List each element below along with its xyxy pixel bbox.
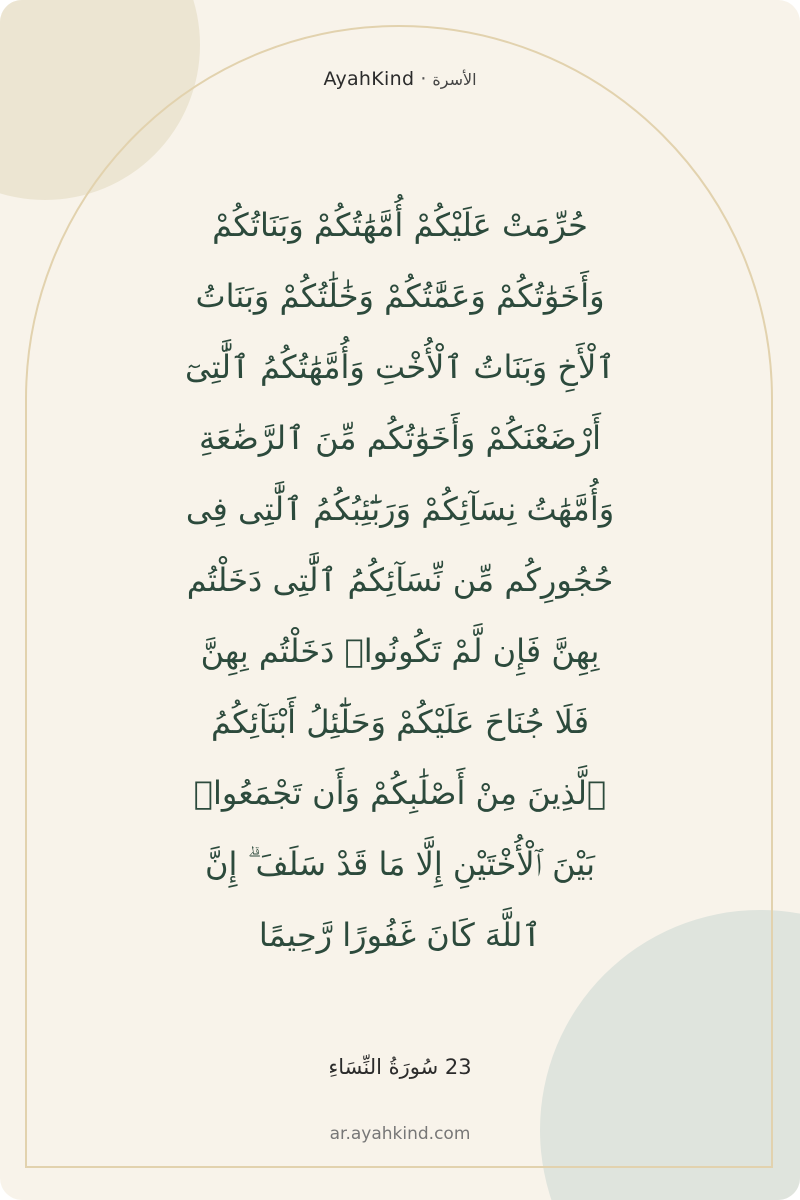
verse-line: فَلَا جُنَاحَ عَلَيْكُمْ وَحَلَٰٓئِلُ أَبْنَآئِكُمُ <box>210 703 590 741</box>
site-url: ar.ayahkind.com <box>329 1124 471 1144</box>
verse-line: أَرْضَعْنَكُمْ وَأَخَوَٰتُكُم مِّنَ ٱلرَّضَٰعَةِ <box>198 419 602 457</box>
header-separator: · <box>420 68 427 90</box>
brand-name: AyahKind <box>323 68 415 90</box>
verse-line: وَأَخَوَٰتُكُمْ وَعَمَّٰتُكُمْ وَخَٰلَٰتُكُمْ وَبَنَاتُ <box>195 277 605 315</box>
verse-text <box>160 190 640 971</box>
verse-line: حُرِّمَتْ عَلَيْكُمْ أُمَّهَٰتُكُمْ وَبَنَاتُكُمْ <box>212 206 588 244</box>
header <box>0 68 800 90</box>
verse-line: بِهِنَّ فَإِن لَّمْ تَكُونُوا۟ دَخَلْتُم بِهِنَّ <box>200 632 600 670</box>
verse-line: ٱلْأَخِ وَبَنَاتُ ٱلْأُخْتِ وَأُمَّهَٰتُكُمُ ٱلَّٰتِىٓ <box>184 348 616 386</box>
surah-name: سُورَةُ النِّسَاءِ <box>328 1055 439 1079</box>
verse-line: بَيْنَ ٱلْأُخْتَيْنِ إِلَّا مَا قَدْ سَلَفَ ۗ إِنَّ <box>204 845 596 883</box>
verse-line: ٱللَّهَ كَانَ غَفُورًا رَّحِيمًا <box>258 916 542 954</box>
topic-label: الأسرة <box>432 70 477 89</box>
ayah-number: 23 <box>444 1055 472 1079</box>
verse-reference <box>0 1055 800 1079</box>
verse-line: حُجُورِكُم مِّن نِّسَآئِكُمُ ٱلَّٰتِى دَخَلْتُم <box>186 561 614 599</box>
verse-line: ٱلَّذِينَ مِنْ أَصْلَٰبِكُمْ وَأَن تَجْمَعُوا۟ <box>193 774 607 812</box>
verse-line: وَأُمَّهَٰتُ نِسَآئِكُمْ وَرَبَٰٓئِبُكُمُ ٱلَّٰتِى فِى <box>185 490 615 528</box>
